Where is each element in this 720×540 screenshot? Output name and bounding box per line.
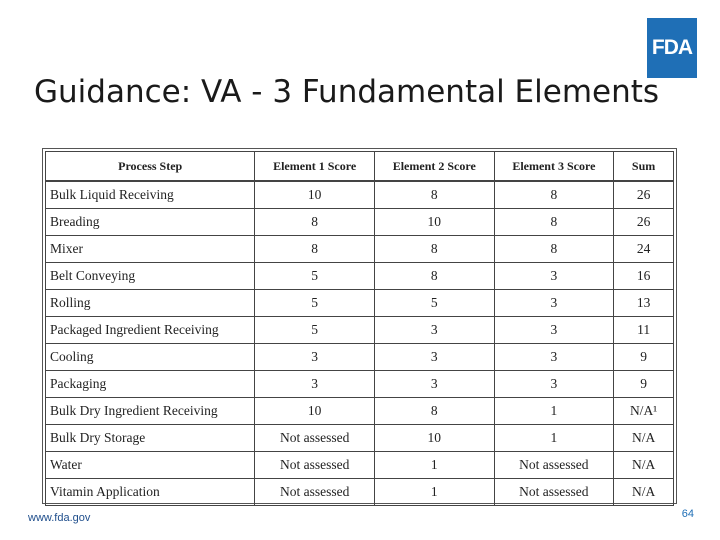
cell-process-step: Water	[46, 452, 255, 479]
cell-process-step: Packaged Ingredient Receiving	[46, 317, 255, 344]
table-row	[46, 452, 674, 479]
header-element-2-score: Element 2 Score	[374, 152, 494, 182]
cell-element-2-score: 3	[374, 371, 494, 398]
scores-table	[45, 151, 674, 506]
header-element-1-score: Element 1 Score	[255, 152, 375, 182]
table-row	[46, 236, 674, 263]
table-row	[46, 317, 674, 344]
cell-element-3-score: 8	[494, 209, 614, 236]
cell-element-1-score: Not assessed	[255, 452, 375, 479]
table-row	[46, 181, 674, 209]
cell-element-3-score: Not assessed	[494, 452, 614, 479]
header-element-3-score: Element 3 Score	[494, 152, 614, 182]
cell-element-2-score: 1	[374, 479, 494, 506]
cell-element-1-score: 10	[255, 398, 375, 425]
cell-element-2-score: 8	[374, 263, 494, 290]
cell-element-3-score: 3	[494, 317, 614, 344]
cell-sum: N/A	[614, 452, 674, 479]
cell-element-3-score: 1	[494, 398, 614, 425]
table-row	[46, 209, 674, 236]
cell-element-3-score: 8	[494, 236, 614, 263]
table-body	[46, 181, 674, 506]
footer-url: www.fda.gov	[28, 512, 91, 524]
cell-element-2-score: 8	[374, 236, 494, 263]
cell-element-1-score: 5	[255, 317, 375, 344]
cell-element-2-score: 10	[374, 425, 494, 452]
cell-element-2-score: 8	[374, 398, 494, 425]
cell-process-step: Bulk Liquid Receiving	[46, 181, 255, 209]
table-row	[46, 479, 674, 506]
cell-process-step: Vitamin Application	[46, 479, 255, 506]
table-row	[46, 344, 674, 371]
cell-element-2-score: 10	[374, 209, 494, 236]
cell-element-2-score: 8	[374, 181, 494, 209]
header-sum: Sum	[614, 152, 674, 182]
cell-sum: N/A¹	[614, 398, 674, 425]
scores-table-container	[42, 148, 677, 504]
cell-element-3-score: 3	[494, 290, 614, 317]
cell-element-1-score: 8	[255, 236, 375, 263]
cell-element-2-score: 5	[374, 290, 494, 317]
table-row	[46, 371, 674, 398]
cell-process-step: Packaging	[46, 371, 255, 398]
cell-element-2-score: 3	[374, 344, 494, 371]
cell-sum: 9	[614, 371, 674, 398]
cell-sum: 11	[614, 317, 674, 344]
cell-sum: 9	[614, 344, 674, 371]
cell-sum: 26	[614, 181, 674, 209]
table-row	[46, 263, 674, 290]
table-header-row	[46, 152, 674, 182]
cell-sum: 24	[614, 236, 674, 263]
slide-title: Guidance: VA - 3 Fundamental Elements	[34, 74, 660, 110]
cell-element-3-score: 8	[494, 181, 614, 209]
cell-element-3-score: 3	[494, 344, 614, 371]
table-row	[46, 290, 674, 317]
page-number: 64	[681, 508, 694, 520]
table-row	[46, 398, 674, 425]
cell-element-1-score: 5	[255, 290, 375, 317]
cell-sum: N/A	[614, 425, 674, 452]
cell-process-step: Bulk Dry Storage	[46, 425, 255, 452]
cell-element-2-score: 3	[374, 317, 494, 344]
cell-element-1-score: 8	[255, 209, 375, 236]
cell-element-3-score: 3	[494, 263, 614, 290]
cell-element-2-score: 1	[374, 452, 494, 479]
cell-sum: 13	[614, 290, 674, 317]
cell-process-step: Bulk Dry Ingredient Receiving	[46, 398, 255, 425]
cell-element-3-score: 3	[494, 371, 614, 398]
cell-element-3-score: Not assessed	[494, 479, 614, 506]
fda-logo: FDA	[647, 18, 697, 78]
cell-element-3-score: 1	[494, 425, 614, 452]
cell-element-1-score: 10	[255, 181, 375, 209]
cell-sum: 26	[614, 209, 674, 236]
cell-element-1-score: 5	[255, 263, 375, 290]
cell-process-step: Cooling	[46, 344, 255, 371]
cell-process-step: Rolling	[46, 290, 255, 317]
cell-process-step: Mixer	[46, 236, 255, 263]
cell-element-1-score: Not assessed	[255, 479, 375, 506]
cell-element-1-score: 3	[255, 344, 375, 371]
cell-process-step: Breading	[46, 209, 255, 236]
header-process-step: Process Step	[46, 152, 255, 182]
table-row	[46, 425, 674, 452]
cell-element-1-score: Not assessed	[255, 425, 375, 452]
cell-process-step: Belt Conveying	[46, 263, 255, 290]
cell-sum: N/A	[614, 479, 674, 506]
cell-sum: 16	[614, 263, 674, 290]
cell-element-1-score: 3	[255, 371, 375, 398]
